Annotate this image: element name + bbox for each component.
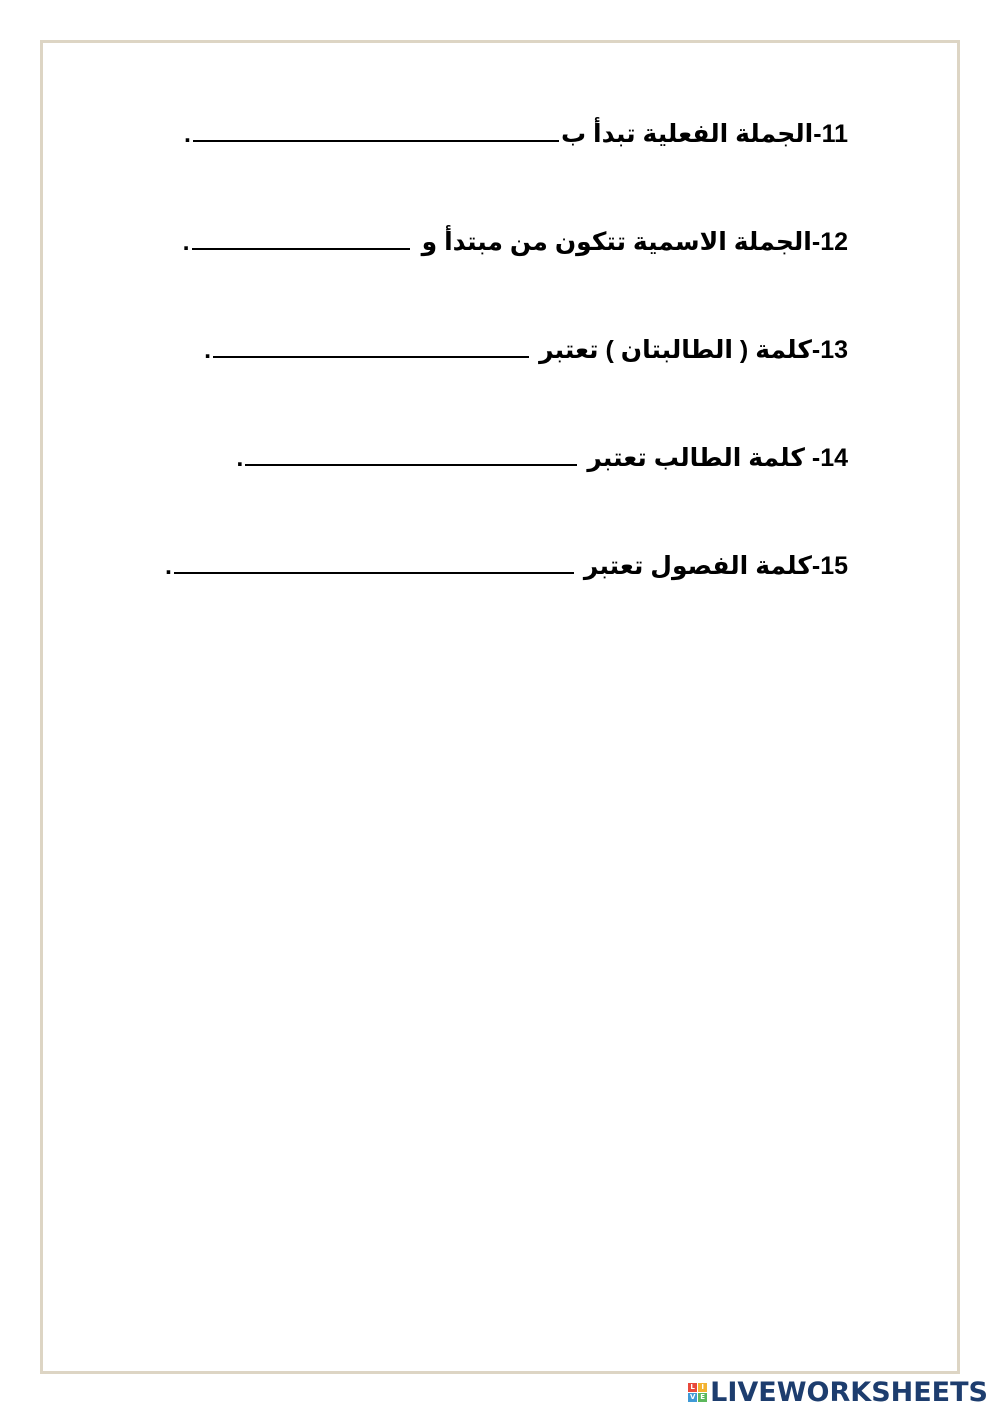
answer-blank-13[interactable] bbox=[213, 334, 529, 358]
answer-blank-15[interactable] bbox=[174, 550, 574, 574]
question-13-text: 13-كلمة ( الطالبتان ) تعتبر bbox=[539, 336, 848, 364]
answer-blank-11[interactable] bbox=[193, 118, 559, 142]
end-mark: . bbox=[204, 336, 212, 364]
end-mark: . bbox=[164, 552, 172, 580]
question-11 bbox=[184, 118, 848, 158]
question-14-text: 14- كلمة الطالب تعتبر bbox=[587, 444, 848, 472]
logo-cell-v: V bbox=[689, 1392, 696, 1401]
end-mark: . bbox=[236, 444, 244, 472]
brand-name: LIVEWORKSHEETS bbox=[710, 1376, 988, 1408]
answer-blank-14[interactable] bbox=[245, 442, 577, 466]
answer-blank-12[interactable] bbox=[192, 226, 410, 250]
question-11-text: 11-الجملة الفعلية تبدأ ب bbox=[560, 120, 848, 148]
question-12 bbox=[183, 226, 848, 266]
logo-cell-i: I bbox=[698, 1383, 707, 1392]
liveworksheets-logo-icon bbox=[688, 1383, 707, 1402]
question-15-text: 15-كلمة الفصول تعتبر bbox=[583, 552, 848, 580]
question-13 bbox=[204, 334, 848, 374]
question-15 bbox=[165, 550, 848, 590]
liveworksheets-brand[interactable] bbox=[688, 1374, 988, 1410]
end-mark: . bbox=[182, 228, 190, 256]
question-12-text: 12-الجملة الاسمية تتكون من مبتدأ و bbox=[421, 228, 848, 256]
logo-cell-e: E bbox=[698, 1393, 707, 1402]
logo-cell-l: L bbox=[688, 1383, 697, 1392]
question-14 bbox=[236, 442, 848, 482]
end-mark: . bbox=[183, 120, 191, 148]
